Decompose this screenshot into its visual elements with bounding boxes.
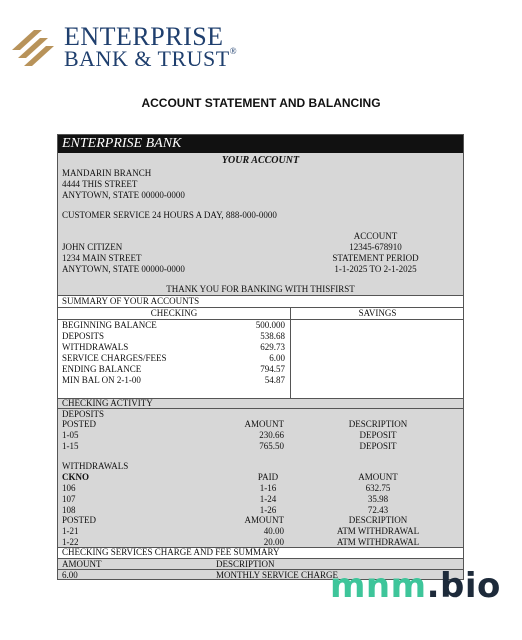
logo-stripes-icon <box>12 28 58 66</box>
account-number: 12345-678910 <box>349 242 402 252</box>
deposit-amount: 765.50 <box>259 441 284 451</box>
fees-heading: CHECKING SERVICES CHARGE AND FEE SUMMARY <box>62 547 280 557</box>
check-paid-date: 1-16 <box>259 483 277 493</box>
summary-value: 538.68 <box>260 331 285 341</box>
summary-label: DEPOSITS <box>62 331 105 341</box>
check-paid-date: 1-26 <box>259 505 277 515</box>
savings-column-label: SAVINGS <box>358 308 397 318</box>
statement-period-label: STATEMENT PERIOD <box>332 253 419 263</box>
checks-col-ckno: CKNO <box>62 472 89 482</box>
withdrawals-label: WITHDRAWALS <box>62 461 129 471</box>
fee-amount: 6.00 <box>62 570 78 580</box>
summary-label: BEGINNING BALANCE <box>62 320 157 330</box>
summary-value: 629.73 <box>260 342 285 352</box>
withdrawals-col-amount: AMOUNT <box>244 515 284 525</box>
your-account-heading: YOUR ACCOUNT <box>221 155 300 166</box>
check-amount: 632.75 <box>365 483 391 493</box>
check-paid-date: 1-24 <box>259 494 277 504</box>
watermark: mnm.bio <box>330 566 501 606</box>
statement-period: 1-1-2025 TO 2-1-2025 <box>334 264 417 274</box>
summary-label: MIN BAL ON 2-1-00 <box>62 375 141 385</box>
withdrawals-col-description: DESCRIPTION <box>348 515 408 525</box>
customer-street: 1234 MAIN STREET <box>62 253 142 263</box>
summary-value: 500.000 <box>255 320 285 330</box>
customer-name: JOHN CITIZEN <box>62 242 123 252</box>
branch-street: 4444 THIS STREET <box>62 179 138 189</box>
logo-line1: ENTERPRISE <box>64 22 224 51</box>
check-number: 107 <box>62 494 76 504</box>
logo-line2: BANK & TRUST® <box>64 46 238 71</box>
fees-col-amount: AMOUNT <box>62 559 102 569</box>
withdrawal-description: ATM WITHDRAWAL <box>336 537 420 547</box>
statement-box <box>57 134 464 580</box>
checking-activity-heading: CHECKING ACTIVITY <box>62 398 153 408</box>
summary-value: 6.00 <box>269 353 285 363</box>
customer-city: ANYTOWN, STATE 00000-0000 <box>62 264 185 274</box>
fee-description: MONTHLY SERVICE CHARGE <box>216 570 339 580</box>
check-amount: 35.98 <box>367 494 389 504</box>
summary-value: 54.87 <box>264 375 285 385</box>
branch-name: MANDARIN BRANCH <box>62 168 152 178</box>
withdrawal-description: ATM WITHDRAWAL <box>336 526 420 536</box>
check-amount: 72.43 <box>367 505 389 515</box>
document-title: ACCOUNT STATEMENT AND BALANCING <box>141 96 381 110</box>
check-number: 106 <box>62 483 76 493</box>
branch-city: ANYTOWN, STATE 00000-0000 <box>62 190 185 200</box>
deposits-col-description: DESCRIPTION <box>348 419 408 429</box>
deposit-amount: 230.66 <box>259 430 284 440</box>
withdrawals-col-posted: POSTED <box>62 515 97 525</box>
summary-heading: SUMMARY OF YOUR ACCOUNTS <box>62 296 200 306</box>
checks-col-amount: AMOUNT <box>358 472 398 482</box>
summary-label: ENDING BALANCE <box>62 364 142 374</box>
deposits-col-amount: AMOUNT <box>244 419 284 429</box>
summary-value: 794.57 <box>260 364 285 374</box>
deposit-description: DEPOSIT <box>359 441 397 451</box>
withdrawal-amount: 20.00 <box>263 537 284 547</box>
deposit-date: 1-15 <box>62 441 79 451</box>
summary-label: SERVICE CHARGES/FEES <box>62 353 167 363</box>
customer-service: CUSTOMER SERVICE 24 HOURS A DAY, 888-000-0000 <box>62 210 277 220</box>
deposit-date: 1-05 <box>62 430 79 440</box>
deposit-description: DEPOSIT <box>359 430 397 440</box>
thank-you-message: THANK YOU FOR BANKING WITH THISFIRST <box>166 284 355 294</box>
withdrawal-date: 1-22 <box>62 537 79 547</box>
check-number: 108 <box>62 505 76 515</box>
checks-col-paid: PAID <box>257 472 279 482</box>
withdrawal-amount: 40.00 <box>263 526 284 536</box>
logo-trademark: ® <box>229 46 238 56</box>
fees-col-description: DESCRIPTION <box>216 559 275 569</box>
deposits-label: DEPOSITS <box>62 409 105 419</box>
deposits-col-posted: POSTED <box>62 419 97 429</box>
checking-column-label: CHECKING <box>150 308 198 318</box>
summary-label: WITHDRAWALS <box>62 342 129 352</box>
bank-name-bar: ENTERPRISE BANK <box>58 135 463 153</box>
account-label: ACCOUNT <box>353 231 398 241</box>
withdrawal-date: 1-21 <box>62 526 79 536</box>
